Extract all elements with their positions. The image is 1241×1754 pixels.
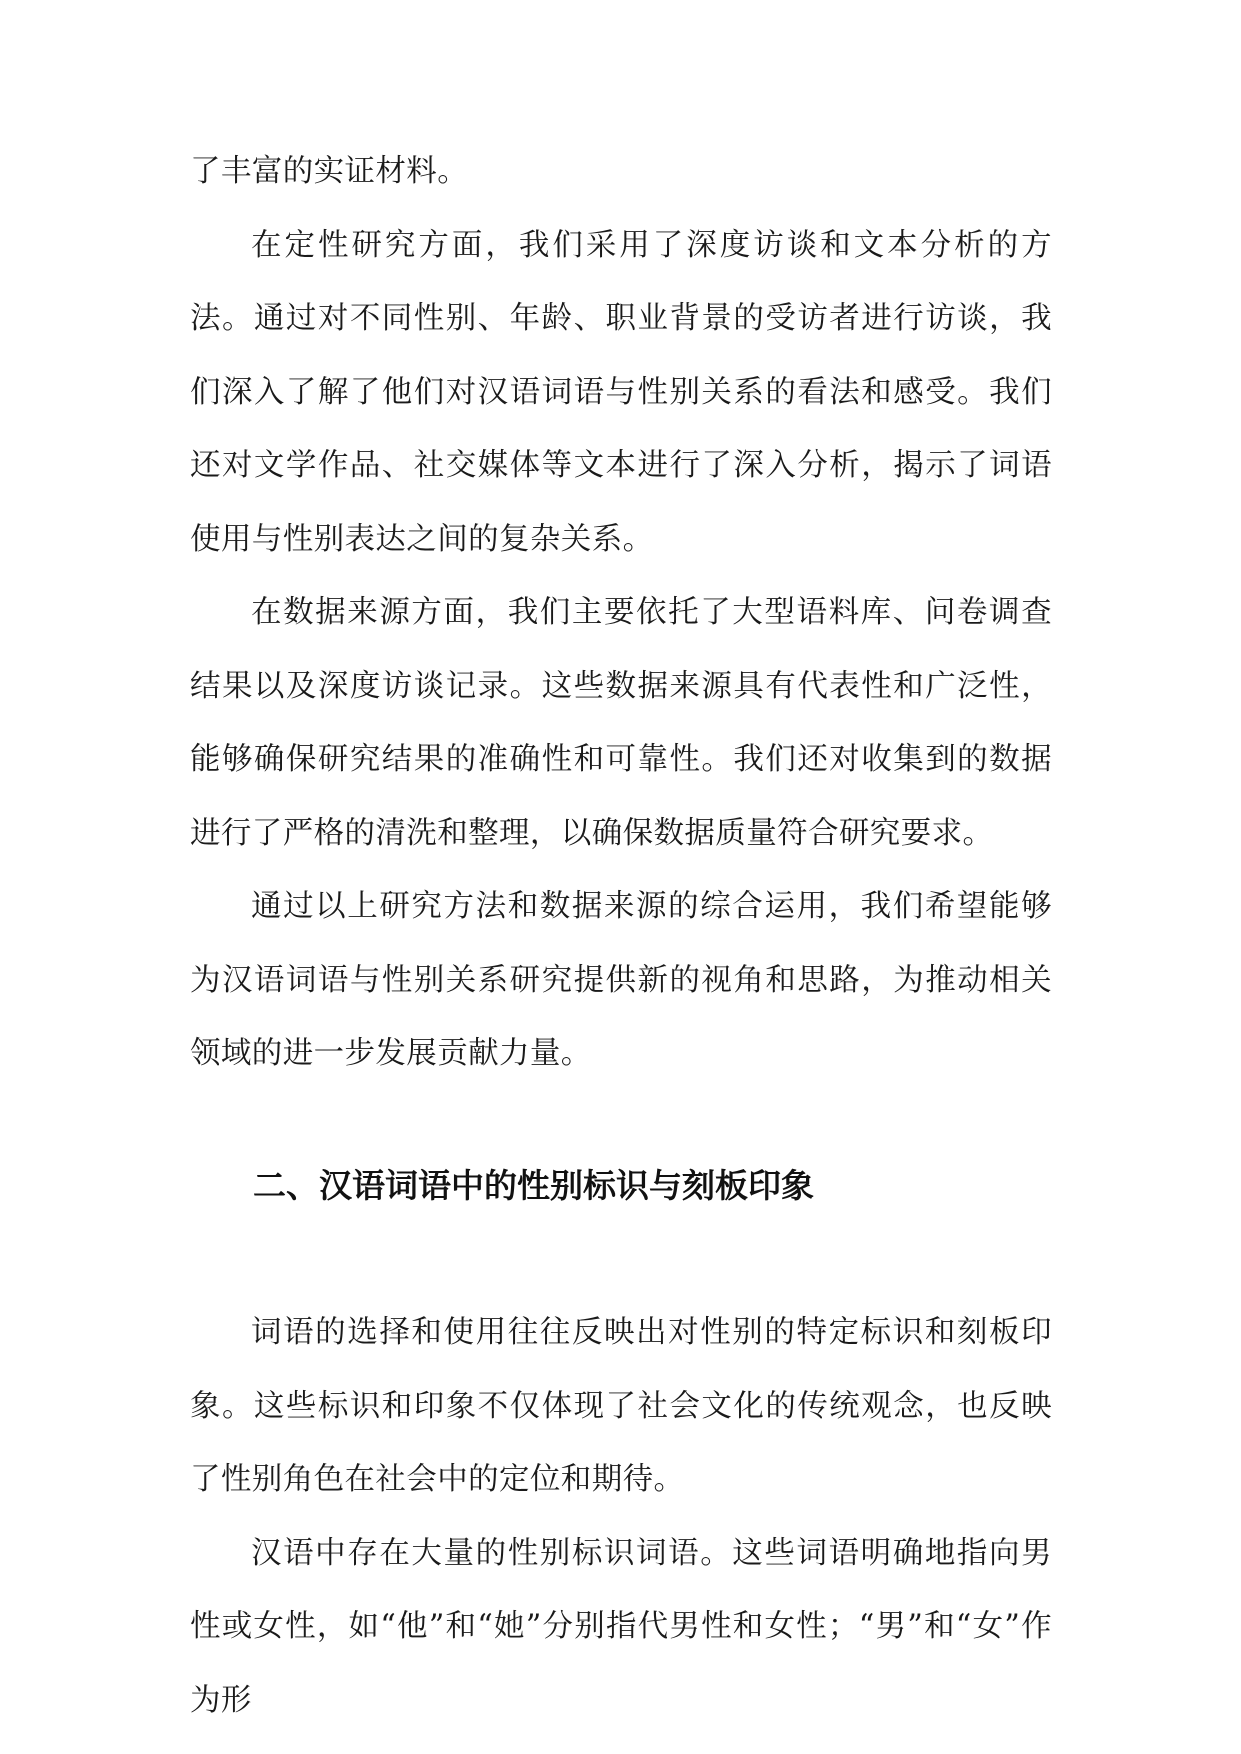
section-heading: 二、汉语词语中的性别标识与刻板印象: [253, 1166, 814, 1205]
paragraph-data-sources: 在数据来源方面，我们主要依托了大型语料库、问卷调查结果以及深度访谈记录。这些数据来源具有代表性和广泛性，能够确保研究结果的准确性和可靠性。我们还对收集到的数据进行了严格的清洗和整理，以确保数据质量符合研究要求。: [190, 595, 1052, 851]
paragraph-conclusion: 通过以上研究方法和数据来源的综合运用，我们希望能够为汉语词语与性别关系研究提供新的视角和思路，为推动相关领域的进一步发展贡献力量。: [190, 889, 1052, 1071]
paragraph-qualitative-research: 在定性研究方面，我们采用了深度访谈和文本分析的方法。通过对不同性别、年龄、职业背景的受访者进行访谈，我们深入了解了他们对汉语词语与性别关系的看法和感受。我们还对文学作品、社交媒体等文本进行了深入分析，揭示了词语使用与性别表达之间的复杂关系。: [190, 227, 1052, 557]
paragraph-gender-marker-words: 汉语中存在大量的性别标识词语。这些词语明确地指向男性或女性，如“他”和“她”分别指代男性和女性；“男”和“女”作为形: [190, 1535, 1052, 1718]
body-text-section-2: [190, 1296, 1052, 1737]
paragraph-gender-markers-intro: 词语的选择和使用往往反映出对性别的特定标识和刻板印象。这些标识和印象不仅体现了社会文化的传统观念，也反映了性别角色在社会中的定位和期待。: [190, 1315, 1052, 1497]
body-text-section-1: [190, 135, 1052, 1091]
paragraph-continuation: 了丰富的实证材料。: [190, 154, 469, 189]
